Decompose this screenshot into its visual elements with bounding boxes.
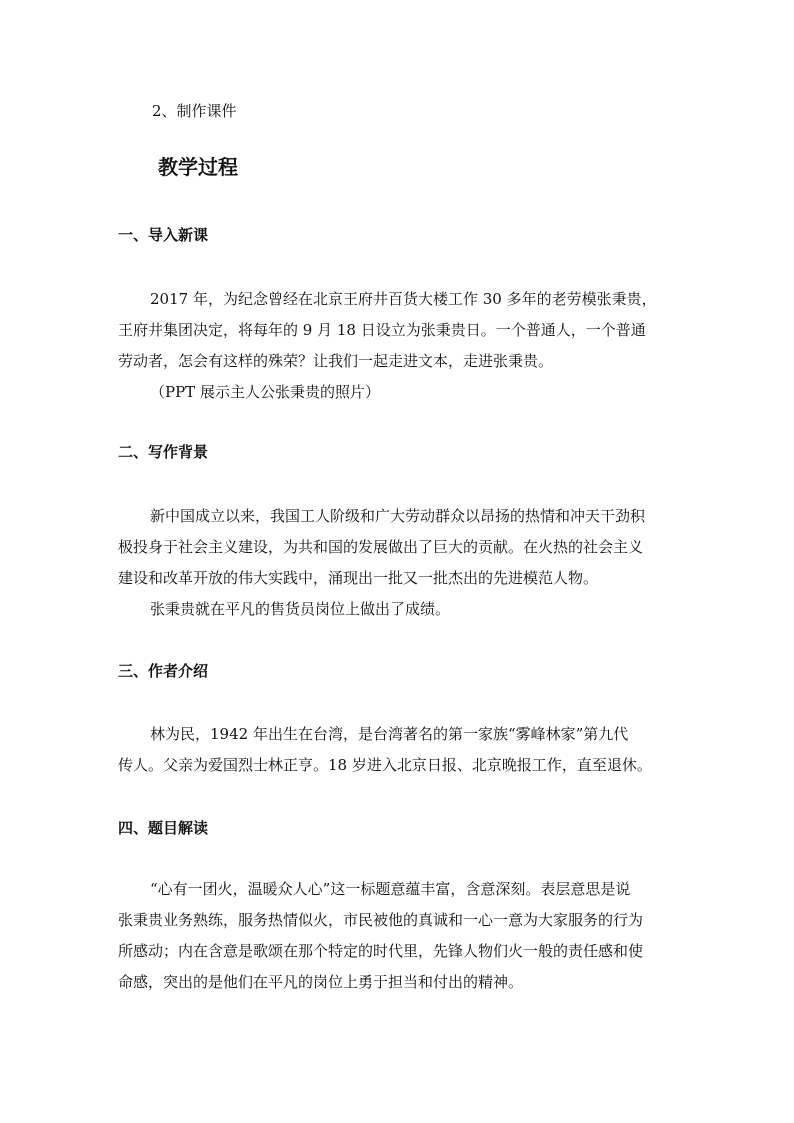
page-title: 教学过程 [158,155,238,179]
section-body-author [118,719,678,781]
paragraph-line: 劳动者，怎会有这样的殊荣？让我们一起走进文本，走进张秉贵。 [118,352,554,370]
paragraph-line: （PPT 展示主人公张秉贵的照片） [150,383,380,401]
section-heading-title-analysis: 四、题目解读 [118,819,209,837]
paragraph-line: 2017 年，为纪念曾经在北京王府井百货大楼工作 30 多年的老劳模张秉贵， [150,290,657,308]
paragraph-line: 张秉贵就在平凡的售货员岗位上做出了成绩。 [150,600,451,618]
section-heading-intro: 一、导入新课 [118,226,209,244]
paragraph-line: “心有一团火，温暖众人心”这一标题意蕴丰富，含意深刻。表层意思是说 [150,880,631,898]
paragraph-line: 建设和改革开放的伟大实践中，涌现出一批又一批杰出的先进模范人物。 [118,569,599,587]
prep-item: 2、制作课件 [152,102,237,120]
section-heading-author: 三、作者介绍 [118,662,209,680]
section-body-background [118,501,678,625]
paragraph-line: 命感，突出的是他们在平凡的岗位上勇于担当和付出的精神。 [118,973,524,991]
paragraph-line: 王府井集团决定，将每年的 9 月 18 日设立为张秉贵日。一个普通人，一个普通 [118,321,646,339]
section-heading-background: 二、写作背景 [118,443,209,461]
section-body-intro [118,284,678,408]
paragraph-line: 极投身于社会主义建设，为共和国的发展做出了巨大的贡献。在火热的社会主义 [118,538,644,556]
paragraph-line: 张秉贵业务熟练，服务热情似火，市民被他的真诚和一心一意为大家服务的行为 [118,911,644,929]
paragraph-line: 所感动；内在含意是歌颂在那个特定的时代里，先锋人物们火一般的责任感和使 [118,942,644,960]
paragraph-line: 林为民，1942 年出生在台湾，是台湾著名的第一家族“雾峰林家”第九代 [150,725,629,743]
section-body-title-analysis [118,874,678,998]
paragraph-line: 传人。父亲为爱国烈士林正亨。18 岁进入北京日报、北京晚报工作，直至退休。 [118,756,652,774]
paragraph-line: 新中国成立以来，我国工人阶级和广大劳动群众以昂扬的热情和冲天干劲积 [150,507,646,525]
